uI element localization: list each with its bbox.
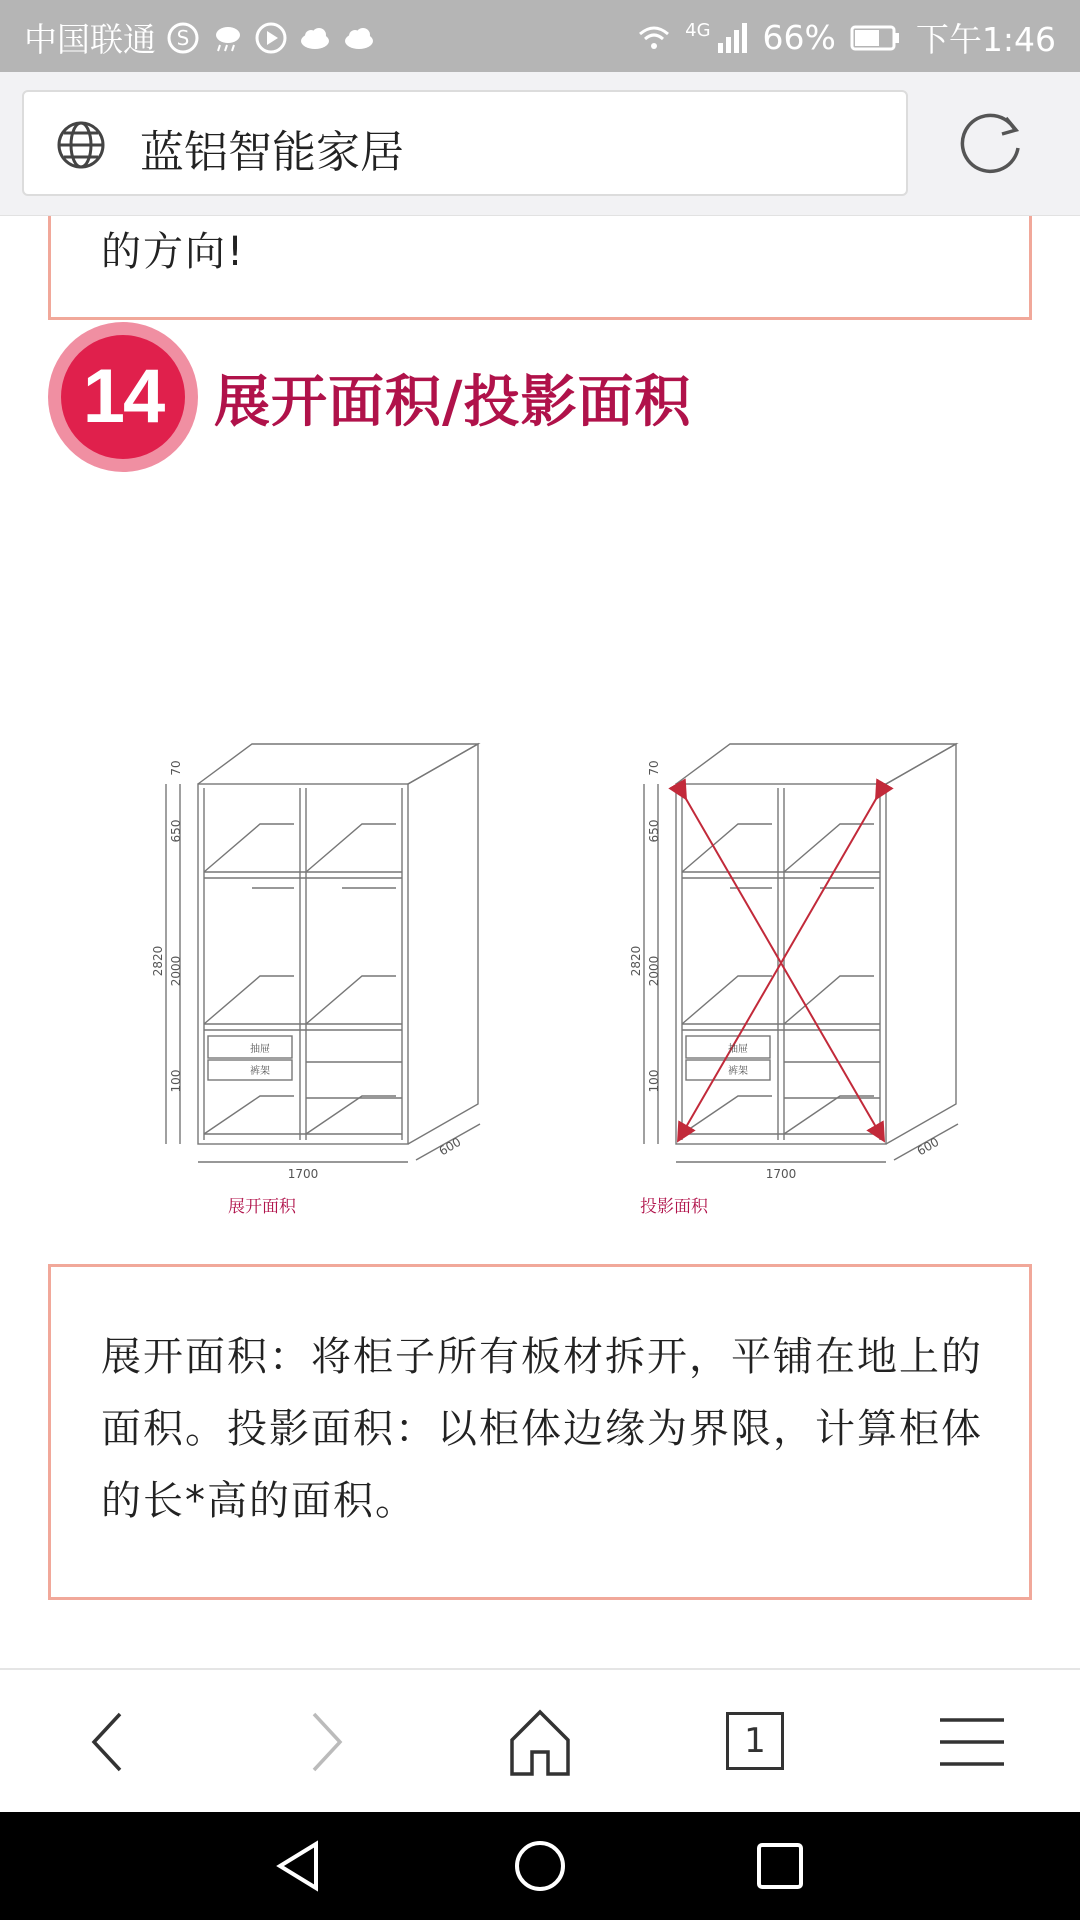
status-right bbox=[637, 14, 1056, 61]
status-left bbox=[24, 14, 376, 61]
weather-rain-icon bbox=[210, 21, 244, 55]
address-bar[interactable] bbox=[22, 90, 908, 196]
globe-icon bbox=[56, 120, 106, 170]
cloud-icon bbox=[342, 21, 376, 55]
sogou-icon bbox=[166, 21, 200, 55]
nav-home-icon[interactable] bbox=[512, 1838, 568, 1894]
description-text: 展开面积：将柜子所有板材拆开，平铺在地上的面积。投影面积：以柜体边缘为界限，计算柜体的长*高的面积。 bbox=[101, 1334, 983, 1524]
cloud-icon bbox=[298, 21, 332, 55]
dim-width: 1700 bbox=[287, 1167, 319, 1181]
battery-percent: 66% bbox=[762, 18, 836, 57]
section-number-badge bbox=[48, 322, 198, 472]
article-content[interactable] bbox=[0, 216, 1080, 1670]
clock: 下午1:46 bbox=[915, 20, 1056, 59]
dim-upper: 650 bbox=[169, 819, 183, 843]
dim-middle: 2000 bbox=[647, 955, 661, 987]
trouser-rack-label: 裤架 bbox=[728, 1066, 748, 1077]
tabs-count: 1 bbox=[726, 1712, 784, 1770]
description-box bbox=[48, 1264, 1032, 1600]
network-type: 4G bbox=[685, 20, 711, 41]
page-title: 蓝铝智能家居 bbox=[140, 127, 404, 178]
dim-depth: 600 bbox=[436, 1134, 464, 1159]
wifi-icon bbox=[637, 21, 671, 55]
home-icon[interactable] bbox=[504, 1706, 576, 1778]
wardrobe-diagram-svg bbox=[80, 676, 1000, 1216]
forward-icon[interactable] bbox=[290, 1706, 362, 1778]
left-caption: 展开面积 bbox=[228, 1197, 296, 1216]
system-nav-bar bbox=[0, 1812, 1080, 1920]
battery-icon bbox=[850, 21, 902, 55]
dim-upper: 650 bbox=[647, 819, 661, 843]
tabs-button[interactable] bbox=[726, 1712, 798, 1784]
dim-depth: 600 bbox=[914, 1134, 942, 1159]
trouser-rack-label: 裤架 bbox=[250, 1066, 270, 1077]
carrier-label: 中国联通 bbox=[24, 20, 156, 59]
previous-section-text: 的方向! bbox=[101, 229, 246, 275]
wardrobe-diagram bbox=[80, 676, 1000, 1216]
nav-back-icon[interactable] bbox=[272, 1838, 328, 1894]
nav-recents-icon[interactable] bbox=[752, 1838, 808, 1894]
back-icon[interactable] bbox=[72, 1706, 144, 1778]
dim-top: 70 bbox=[647, 760, 661, 776]
play-icon bbox=[254, 21, 288, 55]
projection-diagonals bbox=[682, 792, 880, 1134]
previous-section-box bbox=[48, 216, 1032, 320]
drawer-label: 抽屉 bbox=[250, 1044, 270, 1055]
drawer-label: 抽屉 bbox=[728, 1044, 748, 1055]
right-caption: 投影面积 bbox=[640, 1197, 708, 1216]
section-number: 14 bbox=[61, 335, 185, 459]
browser-toolbar bbox=[0, 1670, 1080, 1812]
menu-icon[interactable] bbox=[936, 1706, 1008, 1778]
section-title: 展开面积/投影面积 bbox=[214, 370, 692, 435]
dim-middle: 2000 bbox=[169, 955, 183, 987]
browser-top-bar bbox=[0, 72, 1080, 216]
status-bar bbox=[0, 0, 1080, 72]
svg-text:S: S bbox=[176, 25, 190, 50]
dim-bottom: 100 bbox=[647, 1069, 661, 1093]
dim-top: 70 bbox=[169, 760, 183, 776]
dim-total: 2820 bbox=[629, 945, 643, 977]
dim-bottom: 100 bbox=[169, 1069, 183, 1093]
left-wardrobe bbox=[166, 744, 480, 1162]
signal-icon bbox=[715, 21, 749, 55]
refresh-icon[interactable] bbox=[960, 110, 1026, 176]
dim-width: 1700 bbox=[765, 1167, 797, 1181]
dim-total: 2820 bbox=[151, 945, 165, 977]
